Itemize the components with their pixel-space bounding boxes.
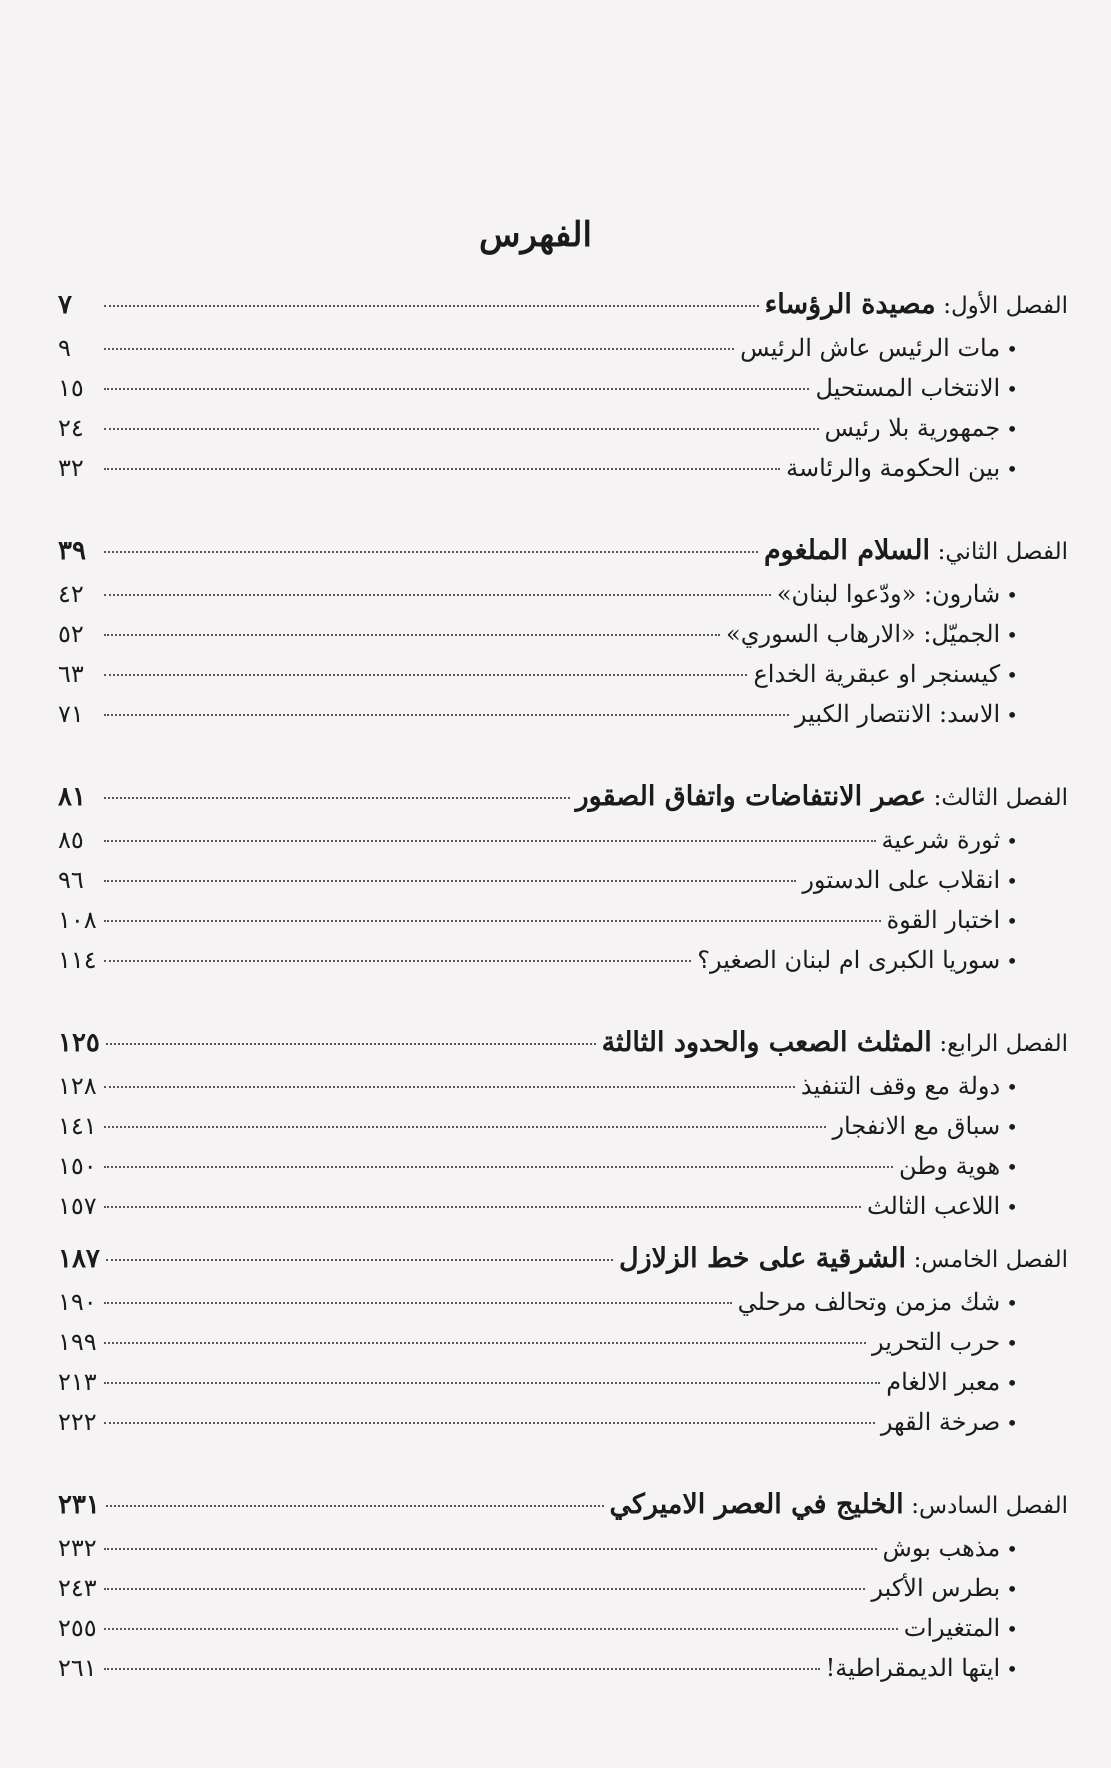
- bullet-icon: •: [1006, 337, 1018, 361]
- chapter-entry: [58, 282, 1068, 328]
- page-number: ٢٣٢: [58, 1534, 97, 1562]
- chapter-entry: [58, 774, 1068, 820]
- dot-leader: [104, 551, 758, 553]
- section-title: سباق مع الانفجار: [832, 1112, 1001, 1140]
- section-title: جمهورية بلا رئيس: [824, 414, 1001, 442]
- chapter-title: الخليج في العصر الاميركي: [609, 1489, 904, 1520]
- dot-leader: [106, 1043, 596, 1045]
- dot-leader: [104, 1342, 866, 1344]
- section-entry: [58, 1568, 1068, 1608]
- dot-leader: [104, 634, 720, 636]
- section-title: الانتخاب المستحيل: [815, 374, 1001, 402]
- bullet-icon: •: [1006, 1657, 1018, 1681]
- bullet-icon: •: [1006, 829, 1018, 853]
- bullet-icon: •: [1006, 663, 1018, 687]
- chapter-title: الشرقية على خط الزلازل: [619, 1243, 906, 1274]
- bullet-icon: •: [1006, 1075, 1018, 1099]
- section-entry: [58, 1362, 1068, 1402]
- section-title: سوريا الكبرى ام لبنان الصغير؟: [697, 946, 1001, 974]
- bullet-icon: •: [1006, 869, 1018, 893]
- section-entry: [58, 1402, 1068, 1442]
- page-number: ٦٣: [58, 660, 84, 688]
- section-entry: [58, 368, 1068, 408]
- dot-leader: [104, 920, 881, 922]
- dot-leader: [104, 1086, 795, 1088]
- bullet-icon: •: [1006, 1371, 1018, 1395]
- dot-leader: [106, 1259, 613, 1261]
- section-title: شك مزمن وتحالف مرحلي: [737, 1288, 1001, 1316]
- page-number: ١٥: [58, 374, 84, 402]
- chapter-entry: [58, 528, 1068, 574]
- section-title: بطرس الأكبر: [871, 1574, 1001, 1602]
- section-title: اللاعب الثالث: [866, 1192, 1001, 1220]
- section-entry: [58, 1186, 1068, 1226]
- chapter-entry: [58, 1020, 1068, 1066]
- bullet-icon: •: [1006, 417, 1018, 441]
- page-number: ٢٢٢: [58, 1408, 97, 1436]
- bullet-icon: •: [1006, 1115, 1018, 1139]
- page-number: ١٥٧: [58, 1192, 97, 1220]
- bullet-icon: •: [1006, 1331, 1018, 1355]
- section-entry: [58, 860, 1068, 900]
- page-number: ٧١: [58, 700, 84, 728]
- bullet-icon: •: [1006, 1155, 1018, 1179]
- bullet-icon: •: [1006, 703, 1018, 727]
- bullet-icon: •: [1006, 949, 1018, 973]
- dot-leader: [104, 1422, 875, 1424]
- section-entry: [58, 1528, 1068, 1568]
- section-entry: [58, 900, 1068, 940]
- section-title: انقلاب على الدستور: [802, 866, 1001, 894]
- page-number: ٩: [58, 334, 71, 362]
- dot-leader: [104, 305, 759, 307]
- page-number: ٢٣١: [58, 1490, 100, 1520]
- section-entry: [58, 694, 1068, 734]
- page-number: ٣٩: [58, 536, 86, 566]
- bullet-icon: •: [1006, 377, 1018, 401]
- section-title: الجميّل: «الارهاب السوري»: [726, 620, 1001, 648]
- page-number: ٣٢: [58, 454, 84, 482]
- bullet-icon: •: [1006, 1411, 1018, 1435]
- section-entry: [58, 448, 1068, 488]
- section-title: المتغيرات: [903, 1614, 1001, 1642]
- page-number: ٢١٣: [58, 1368, 97, 1396]
- bullet-icon: •: [1006, 583, 1018, 607]
- page-number: ١٥٠: [58, 1152, 97, 1180]
- bullet-icon: •: [1006, 1291, 1018, 1315]
- chapter-title: السلام الملغوم: [763, 535, 930, 566]
- section-entry: [58, 1146, 1068, 1186]
- section-title: مذهب بوش: [882, 1534, 1001, 1562]
- dot-leader: [104, 1628, 898, 1630]
- section-title: الاسد: الانتصار الكبير: [794, 700, 1001, 728]
- section-entry: [58, 574, 1068, 614]
- page-number: ٤٢: [58, 580, 84, 608]
- bullet-icon: •: [1006, 1577, 1018, 1601]
- chapter-label: الفصل الأول:: [943, 293, 1068, 319]
- section-title: دولة مع وقف التنفيذ: [800, 1072, 1001, 1100]
- section-title: اختبار القوة: [886, 906, 1001, 934]
- page-number: ١٩٠: [58, 1288, 97, 1316]
- page-number: ٧: [58, 290, 72, 320]
- dot-leader: [104, 428, 819, 430]
- dot-leader: [104, 1588, 865, 1590]
- page-number: ١١٤: [58, 946, 97, 974]
- section-entry: [58, 408, 1068, 448]
- dot-leader: [104, 714, 789, 716]
- bullet-icon: •: [1006, 1537, 1018, 1561]
- dot-leader: [104, 840, 876, 842]
- section-entry: [58, 1282, 1068, 1322]
- page-number: ٨١: [58, 782, 86, 812]
- dot-leader: [104, 348, 734, 350]
- section-title: ثورة شرعية: [881, 826, 1001, 854]
- chapter-entry: [58, 1482, 1068, 1528]
- section-entry: [58, 654, 1068, 694]
- page-number: ٢٦١: [58, 1654, 97, 1682]
- section-title: كيسنجر او عبقرية الخداع: [753, 660, 1001, 688]
- chapter-label: الفصل الخامس:: [913, 1247, 1068, 1273]
- chapter-entry: [58, 1236, 1068, 1282]
- page-number: ١٨٧: [58, 1244, 100, 1274]
- page-number: ٢٤: [58, 414, 84, 442]
- section-entry: [58, 1322, 1068, 1362]
- table-of-contents: [58, 282, 1068, 1688]
- section-entry: [58, 940, 1068, 980]
- bullet-icon: •: [1006, 1195, 1018, 1219]
- section-title: مات الرئيس عاش الرئيس: [740, 334, 1001, 362]
- dot-leader: [104, 1166, 893, 1168]
- bullet-icon: •: [1006, 909, 1018, 933]
- chapter-label: الفصل السادس:: [911, 1493, 1068, 1519]
- section-title: ايتها الديمقراطية!: [825, 1654, 1001, 1682]
- dot-leader: [104, 468, 780, 470]
- section-entry: [58, 820, 1068, 860]
- dot-leader: [104, 1548, 877, 1550]
- bullet-icon: •: [1006, 1617, 1018, 1641]
- section-title: صرخة القهر: [880, 1408, 1001, 1436]
- bullet-icon: •: [1006, 623, 1018, 647]
- dot-leader: [104, 1302, 732, 1304]
- page-number: ٢٥٥: [58, 1614, 97, 1642]
- dot-leader: [104, 960, 691, 962]
- chapter-title: مصيدة الرؤساء: [764, 289, 936, 320]
- section-entry: [58, 1608, 1068, 1648]
- chapter-label: الفصل الرابع:: [939, 1031, 1068, 1057]
- page-number: ٥٢: [58, 620, 84, 648]
- page-number: ١٠٨: [58, 906, 97, 934]
- page-title: الفهرس: [479, 215, 592, 255]
- chapter-label: الفصل الثالث:: [933, 785, 1068, 811]
- dot-leader: [104, 1206, 861, 1208]
- page-number: ١٢٨: [58, 1072, 97, 1100]
- section-title: حرب التحرير: [872, 1328, 1001, 1356]
- page-number: ١٢٥: [58, 1028, 100, 1058]
- dot-leader: [104, 880, 796, 882]
- page-number: ١٩٩: [58, 1328, 97, 1356]
- dot-leader: [106, 1505, 604, 1507]
- chapter-label: الفصل الثاني:: [937, 539, 1068, 565]
- page-number: ١٤١: [58, 1112, 97, 1140]
- dot-leader: [104, 1126, 826, 1128]
- page-number: ٢٤٣: [58, 1574, 97, 1602]
- dot-leader: [104, 1668, 820, 1670]
- bullet-icon: •: [1006, 457, 1018, 481]
- section-title: هوية وطن: [899, 1152, 1001, 1180]
- section-entry: [58, 1066, 1068, 1106]
- section-title: بين الحكومة والرئاسة: [786, 454, 1001, 482]
- page-number: ٩٦: [58, 866, 84, 894]
- dot-leader: [104, 674, 747, 676]
- dot-leader: [104, 388, 809, 390]
- dot-leader: [104, 594, 771, 596]
- chapter-title: عصر الانتفاضات واتفاق الصقور: [575, 781, 926, 812]
- page-number: ٨٥: [58, 826, 84, 854]
- section-title: شارون: «ودّعوا لبنان»: [776, 580, 1001, 608]
- section-entry: [58, 328, 1068, 368]
- section-entry: [58, 614, 1068, 654]
- dot-leader: [104, 797, 570, 799]
- section-entry: [58, 1648, 1068, 1688]
- section-title: معبر الالغام: [886, 1368, 1001, 1396]
- chapter-title: المثلث الصعب والحدود الثالثة: [601, 1027, 932, 1058]
- section-entry: [58, 1106, 1068, 1146]
- dot-leader: [104, 1382, 880, 1384]
